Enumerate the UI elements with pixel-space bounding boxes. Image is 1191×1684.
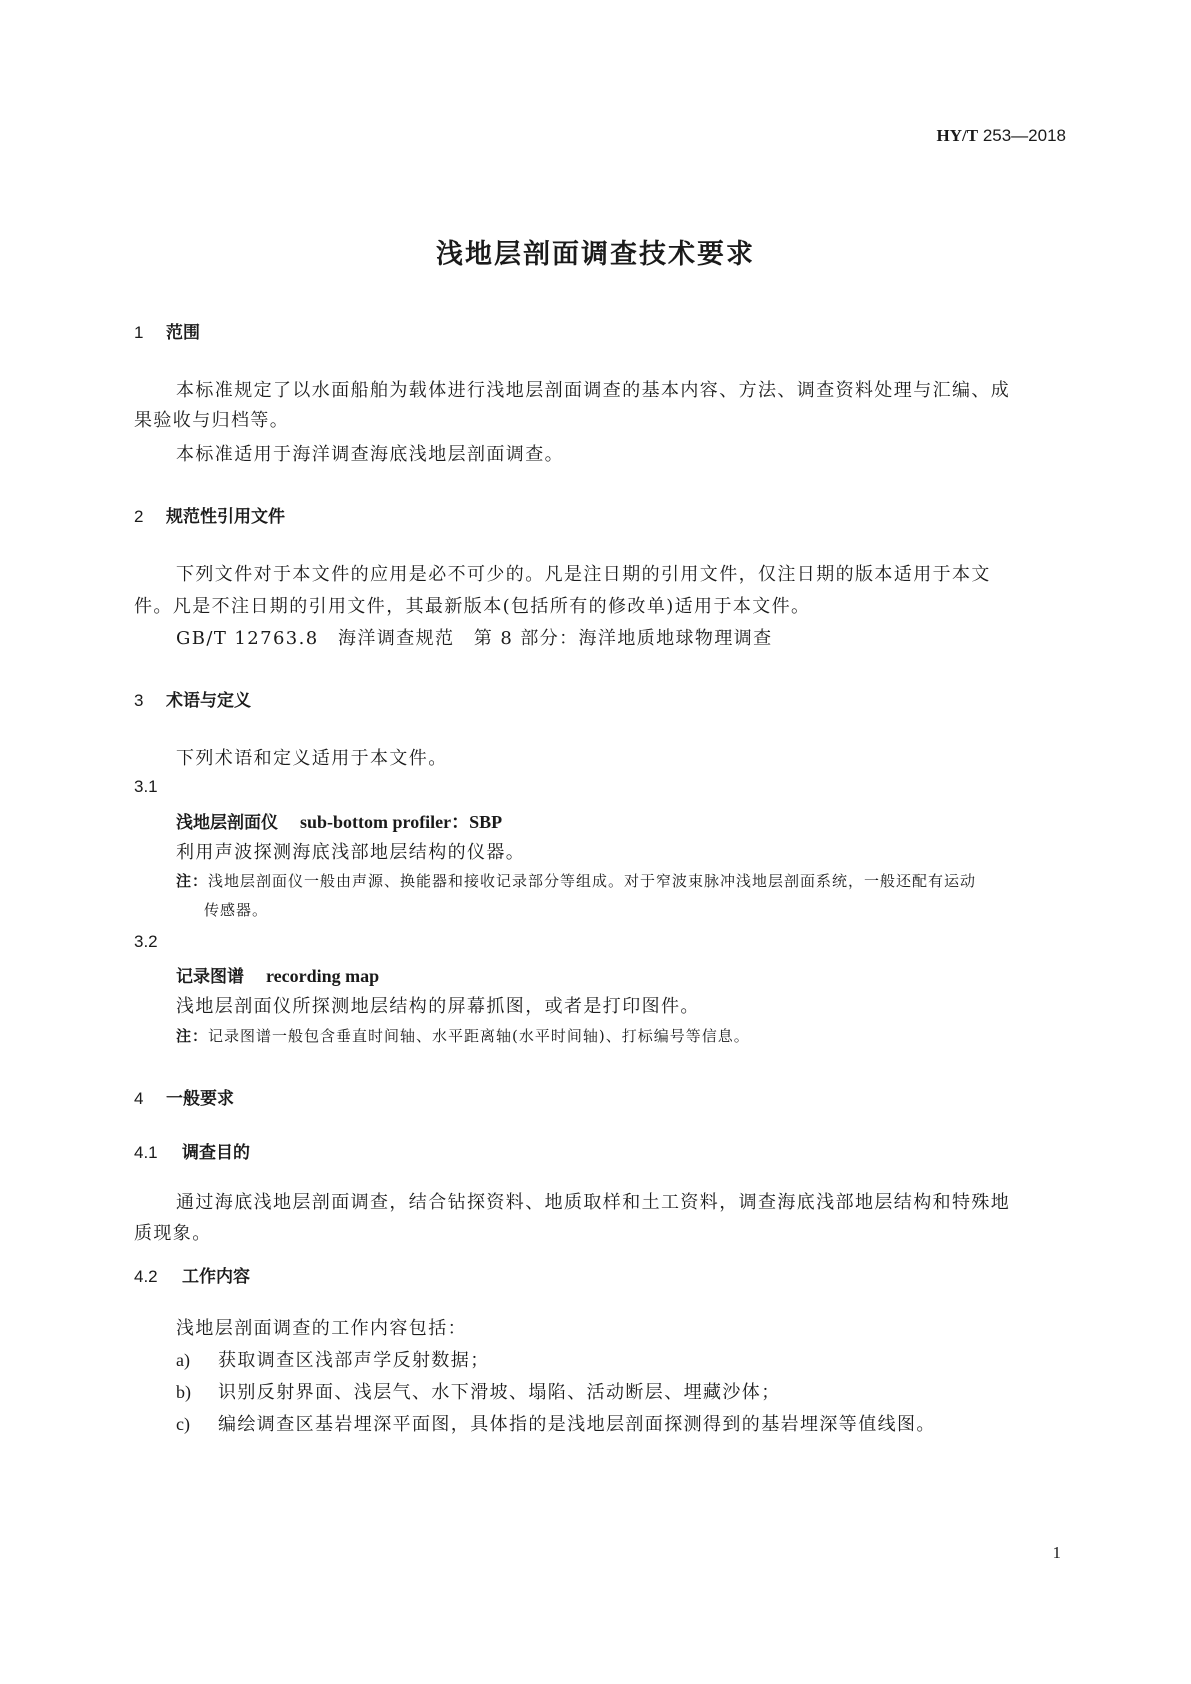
s1-paragraph-1-line-2: 果验收与归档等。: [134, 410, 290, 431]
note-label: 注：: [176, 872, 209, 890]
section-number: 4: [134, 1089, 144, 1108]
standard-prefix: HY/T: [936, 126, 979, 145]
list-marker: a): [176, 1350, 190, 1370]
term-3-1-definition: 利用声波探测海底浅部地层结构的仪器。: [176, 842, 526, 863]
section-number: 4.2: [134, 1267, 158, 1286]
term-3-1-note: [176, 870, 976, 891]
s1-paragraph-2: 本标准适用于海洋调查海底浅地层剖面调查。: [176, 444, 564, 465]
list-text: 编绘调查区基岩埋深平面图，具体指的是浅地层剖面探测得到的基岩埋深等值线图。: [218, 1414, 936, 1435]
note-text: 记录图谱一般包含垂直时间轴、水平距离轴(水平时间轴)、打标编号等信息。: [208, 1027, 750, 1045]
section-title: 调查目的: [182, 1143, 250, 1163]
section-3-heading: [134, 686, 251, 711]
page-number: 1: [1052, 1543, 1061, 1562]
section-4-1-heading: [134, 1138, 250, 1163]
term-3-2-id: 3.2: [134, 932, 158, 951]
section-title: 规范性引用文件: [166, 507, 285, 527]
s4-2-intro: 浅地层剖面调查的工作内容包括：: [176, 1318, 467, 1339]
section-1-heading: [134, 318, 200, 343]
section-number: 2: [134, 507, 144, 526]
term-name-en: recording map: [266, 966, 380, 986]
term-name-zh: 记录图谱: [176, 967, 244, 987]
section-4-2-heading: [134, 1262, 250, 1287]
term-3-1-name: [176, 808, 502, 834]
s4-1-paragraph-line-1: 通过海底浅地层剖面调查，结合钻探资料、地质取样和土工资料，调查海底浅部地层结构和特殊地: [176, 1192, 1011, 1213]
term-name-zh: 浅地层剖面仪: [176, 813, 278, 833]
section-2-heading: [134, 502, 285, 527]
term-3-2-definition: 浅地层剖面仪所探测地层结构的屏幕抓图，或者是打印图件。: [176, 996, 700, 1017]
section-title: 工作内容: [182, 1267, 250, 1287]
list-item: [176, 1378, 781, 1404]
list-item: [176, 1346, 490, 1372]
term-3-1-note-cont: 传感器。: [204, 901, 269, 919]
note-label: 注：: [176, 1027, 209, 1045]
document-title: 浅地层剖面调查技术要求: [436, 239, 755, 270]
section-title: 一般要求: [166, 1089, 234, 1109]
section-number: 1: [134, 323, 144, 342]
s3-intro: 下列术语和定义适用于本文件。: [176, 748, 448, 769]
s4-1-paragraph-line-2: 质现象。: [134, 1223, 212, 1244]
term-3-1-id: 3.1: [134, 777, 158, 796]
s2-paragraph-line-1: 下列文件对于本文件的应用是必不可少的。凡是注日期的引用文件，仅注日期的版本适用于本文: [176, 564, 991, 585]
term-3-2-name: [176, 962, 379, 987]
section-number: 4.1: [134, 1143, 158, 1162]
note-text: 浅地层剖面仪一般由声源、换能器和接收记录部分等组成。对于窄波束脉冲浅地层剖面系统，一般还配有运动: [208, 872, 977, 890]
normative-reference: GB/T 12763.8 海洋调查规范 第 8 部分：海洋地质地球物理调查: [176, 628, 773, 649]
list-text: 识别反射界面、浅层气、水下滑坡、塌陷、活动断层、埋藏沙体；: [218, 1382, 781, 1403]
term-name-en: sub-bottom profiler：SBP: [300, 812, 503, 832]
list-marker: b): [176, 1382, 191, 1402]
list-marker: c): [176, 1414, 190, 1434]
s1-paragraph-1-line-1: 本标准规定了以水面船舶为载体进行浅地层剖面调查的基本内容、方法、调查资料处理与汇编、成: [176, 380, 1011, 401]
section-title: 术语与定义: [166, 691, 251, 711]
standard-number: 253—2018: [982, 126, 1066, 145]
term-3-2-note: [176, 1025, 750, 1046]
section-4-heading: [134, 1084, 234, 1109]
section-number: 3: [134, 691, 144, 710]
standard-code: [937, 126, 1066, 146]
section-title: 范围: [166, 323, 200, 343]
s2-paragraph-line-2: 件。凡是不注日期的引用文件，其最新版本(包括所有的修改单)适用于本文件。: [134, 596, 811, 617]
list-item: [176, 1410, 936, 1436]
list-text: 获取调查区浅部声学反射数据；: [218, 1350, 490, 1371]
